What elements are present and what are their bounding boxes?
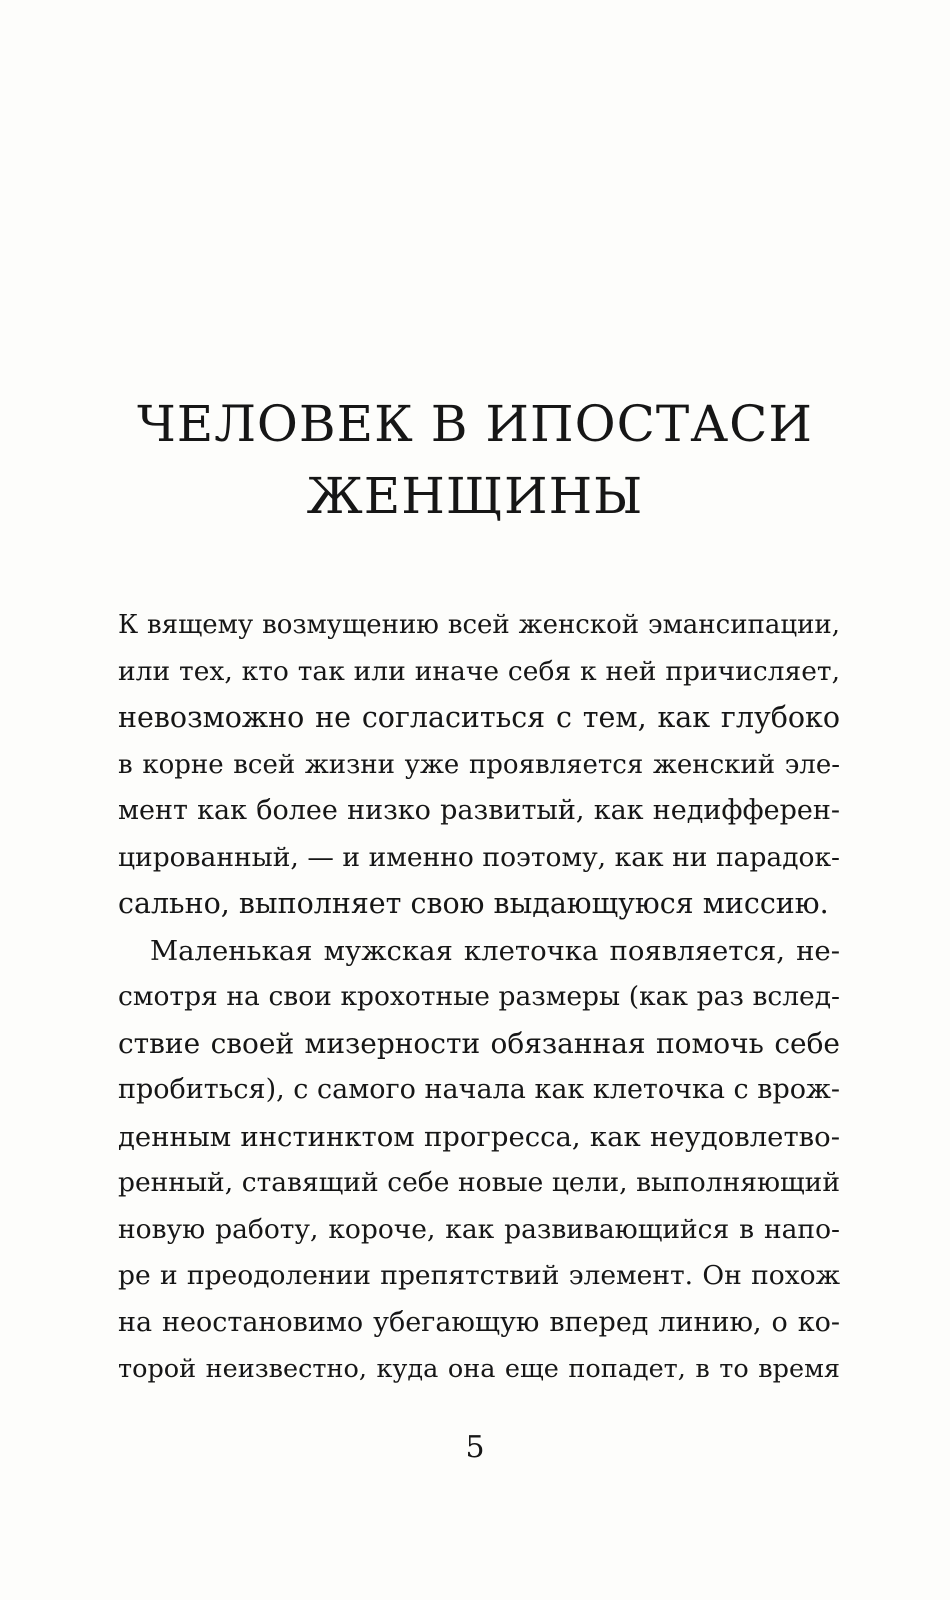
text-line: в корне всей жизни уже проявляется женский эле- bbox=[118, 749, 840, 780]
body-text bbox=[118, 602, 840, 1393]
chapter-title-line: ЧЕЛОВЕК В ИПОСТАСИ bbox=[137, 395, 813, 453]
text-line: цированный, — и именно поэтому, как ни парадок- bbox=[118, 841, 840, 873]
text-line: ствие своей мизерности обязанная помочь себе bbox=[118, 1026, 840, 1060]
text-line: пробиться), с самого начала как клеточка с врож- bbox=[118, 1074, 840, 1105]
text-line: денным инстинктом прогресса, как неудовлетво- bbox=[118, 1120, 840, 1153]
chapter-title-line: ЖЕНЩИНЫ bbox=[306, 467, 644, 525]
text-line: или тех, кто так или иначе себя к ней причисляет, bbox=[118, 655, 840, 687]
text-line: К вящему возмущению всей женской эмансипации, bbox=[118, 610, 840, 640]
text-line: мент как более низко развитый, как недифферен- bbox=[118, 795, 840, 826]
text-line: ре и преодолении препятствий элемент. Он похож bbox=[118, 1260, 840, 1291]
page-number: 5 bbox=[465, 1430, 485, 1465]
text-line: ренный, ставящий себе новые цели, выполняющий bbox=[118, 1167, 840, 1198]
text-line: смотря на свои крохотные размеры (как раз вслед- bbox=[118, 981, 840, 1012]
text-line: Маленькая мужская клеточка появляется, не- bbox=[150, 934, 840, 967]
text-line: на неостановимо убегающую вперед линию, о ко- bbox=[118, 1306, 840, 1338]
text-line: сально, выполняет свою выдающуюся миссию. bbox=[118, 887, 829, 920]
chapter-title bbox=[60, 388, 890, 532]
text-line: новую работу, короче, как развивающийся в напо- bbox=[118, 1213, 840, 1245]
text-line: невозможно не согласиться с тем, как глубоко bbox=[118, 701, 840, 734]
text-line: торой неизвестно, куда она еще попадет, в то время bbox=[118, 1354, 840, 1384]
